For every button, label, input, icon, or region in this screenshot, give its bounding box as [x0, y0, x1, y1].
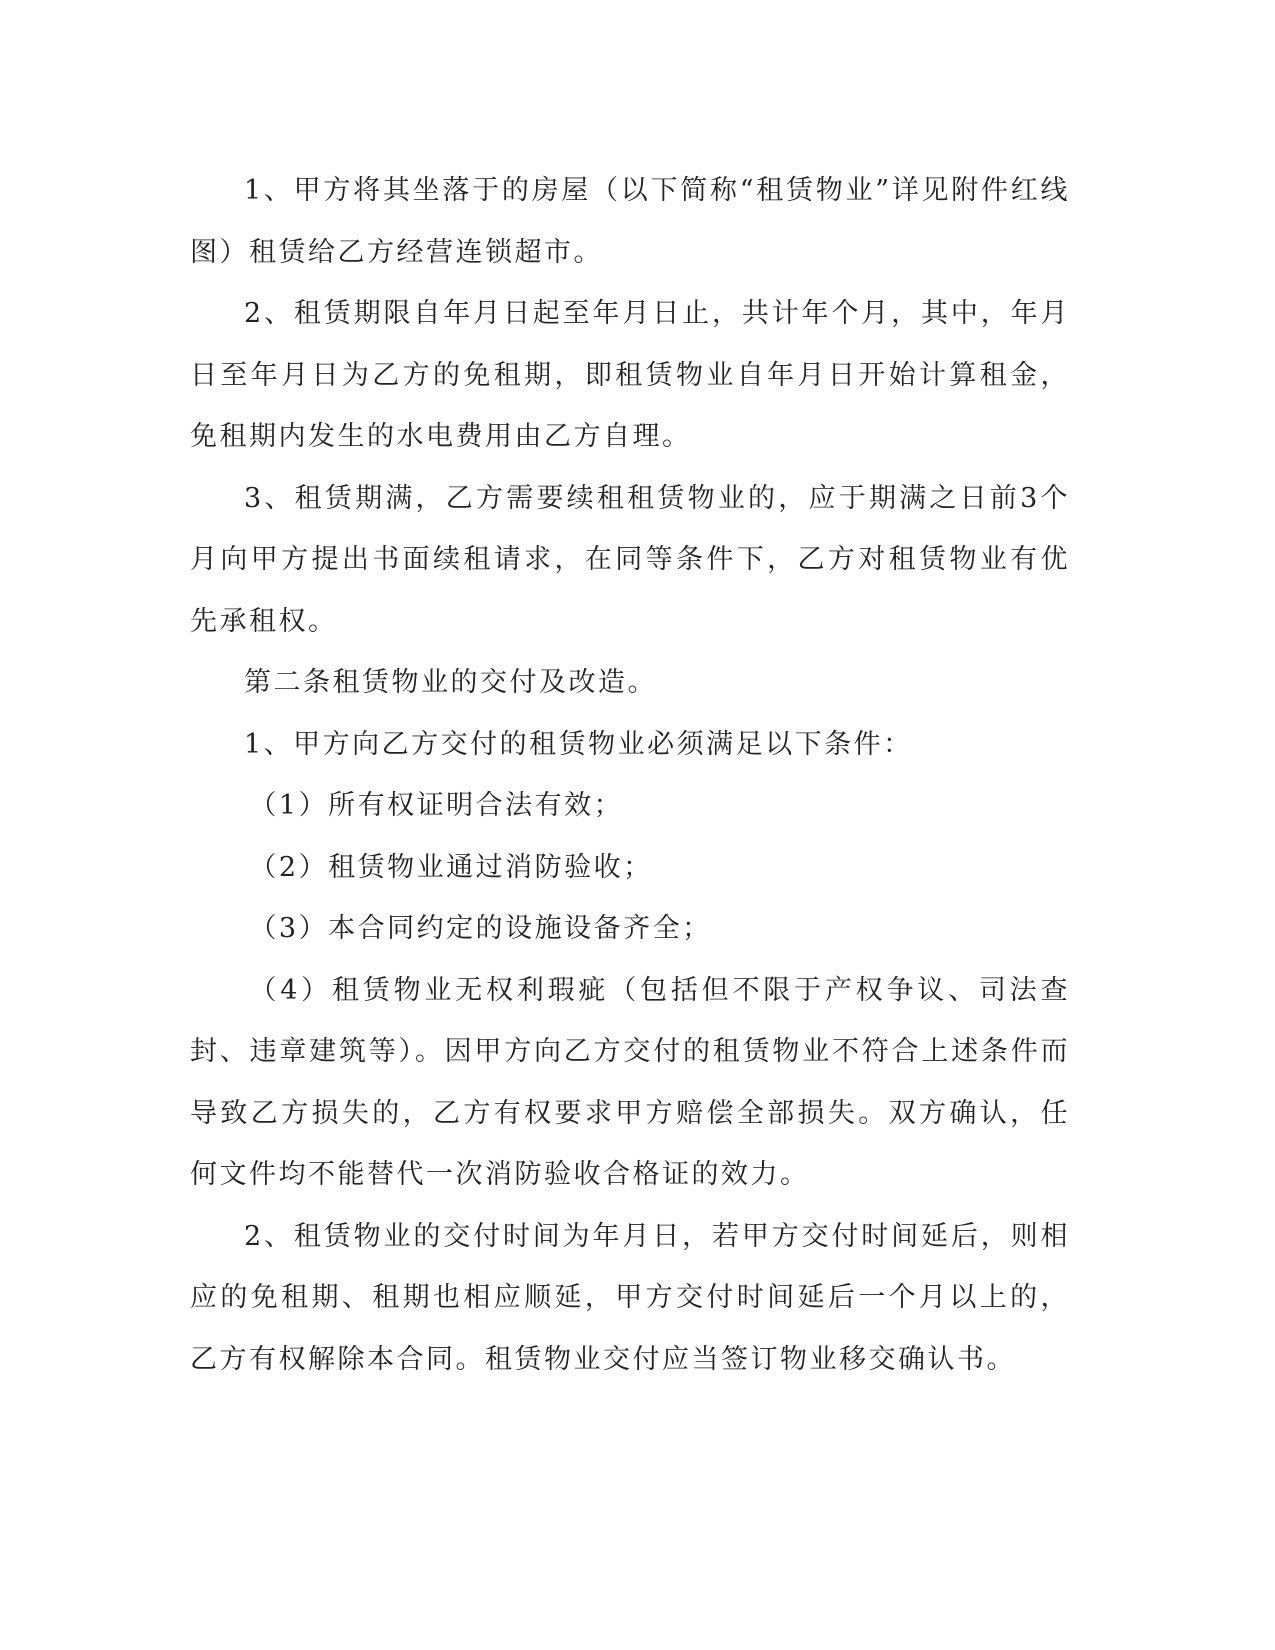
list-item-no-encumbrance: （4）租赁物业无权利瑕疵（包括但不限于产权争议、司法查封、违章建筑等）。因甲方向乙方交付的租赁物业不符合上述条件而导致乙方损失的，乙方有权要求甲方赔偿全部损失。双方确认，任何文件均不能替代一次消防验收合格证的效力。 [190, 974, 1070, 1190]
section-heading-article-2: 第二条租赁物业的交付及改造。 [244, 667, 657, 698]
paragraph-lease-premises: 1、甲方将其坐落于的房屋（以下简称“租赁物业”详见附件红线图）租赁给乙方经营连锁超市。 [190, 175, 1070, 268]
list-item-ownership: （1）所有权证明合法有效； [249, 790, 624, 821]
paragraph-delivery-conditions: 1、甲方向乙方交付的租赁物业必须满足以下条件： [244, 728, 913, 760]
paragraph-lease-term: 2、租赁期限自年月日起至年月日止，共计年个月，其中，年月日至年月日为乙方的免租期，即租赁物业自年月日开始计算租金，免租期内发生的水电费用由乙方自理。 [190, 298, 1070, 452]
list-item-facilities: （3）本合同约定的设施设备齐全； [249, 913, 712, 944]
document-body [190, 160, 1070, 1390]
list-item-fire-inspection: （2）租赁物业通过消防验收； [249, 851, 653, 883]
paragraph-lease-renewal: 3、租赁期满，乙方需要续租租赁物业的，应于期满之日前3个月向甲方提出书面续租请求，在同等条件下，乙方对租赁物业有优先承租权。 [190, 482, 1070, 637]
paragraph-delivery-time: 2、租赁物业的交付时间为年月日，若甲方交付时间延后，则相应的免租期、租期也相应顺延，甲方交付时间延后一个月以上的，乙方有权解除本合同。租赁物业交付应当签订物业移交确认书。 [190, 1220, 1070, 1375]
